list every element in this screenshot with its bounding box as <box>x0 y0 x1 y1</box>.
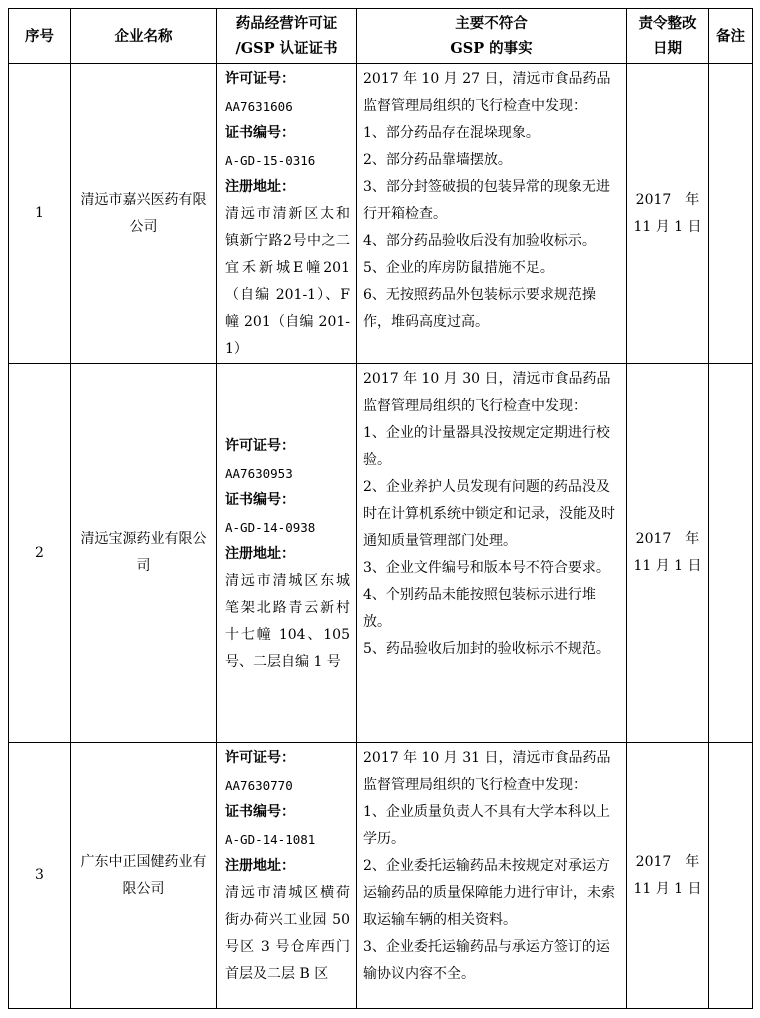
address-label: 注册地址： <box>225 545 295 562</box>
header-no: 序号 <box>9 9 71 64</box>
facts-intro: 2017 年 10 月 27 日，清远市食品药品监督管理局组织的飞行检查中发现： <box>363 71 611 114</box>
header-deadline-line2: 日期 <box>653 40 682 57</box>
remarks-cell <box>709 64 753 364</box>
row-number: 3 <box>9 743 71 1009</box>
facts-intro: 2017 年 10 月 30 日，清远市食品药品监督管理局组织的飞行检查中发现： <box>363 371 611 414</box>
table-row <box>9 364 753 743</box>
company-name: 清远市嘉兴医药有限公司 <box>71 64 217 364</box>
deadline-cell <box>627 364 709 743</box>
facts-intro: 2017 年 10 月 31 日，清远市食品药品监督管理局组织的飞行检查中发现： <box>363 750 611 793</box>
header-company: 企业名称 <box>71 9 217 64</box>
license-no-label: 许可证号： <box>225 750 295 766</box>
address-value: 清远市清城区东城笔架北路青云新村十七幢 104、105 号、二层自编 1 号 <box>225 572 350 670</box>
license-cell <box>217 64 357 364</box>
fact-item: 1、企业质量负责人不具有大学本科以上学历。 <box>363 804 610 847</box>
license-no-value: AA7630770 <box>225 778 293 793</box>
table-row <box>9 64 753 364</box>
address-value: 清远市清新区太和镇新宁路2号中之二宜禾新城E幢201（自编 201-1）、F 幢 201（自编 201-1） <box>225 206 350 357</box>
facts-cell <box>357 64 627 364</box>
deadline-day: 11 月 1 日 <box>633 558 702 574</box>
company-name: 清远宝源药业有限公司 <box>71 364 217 743</box>
row-number: 2 <box>9 364 71 743</box>
header-license-line1: 药品经营许可证 <box>235 15 338 32</box>
license-no-value: AA7631606 <box>225 99 293 114</box>
fact-item: 1、部分药品存在混垛现象。 <box>363 125 540 141</box>
header-facts-line1: 主要不符合 <box>455 15 528 32</box>
address-label: 注册地址： <box>225 179 295 195</box>
fact-item: 3、企业文件编号和版本号不符合要求。 <box>363 560 610 576</box>
deadline-year: 2017 年 <box>635 853 700 870</box>
table-row <box>9 743 753 1009</box>
header-deadline <box>627 9 709 64</box>
header-remarks: 备注 <box>709 9 753 64</box>
cert-no-label: 证书编号： <box>225 125 295 141</box>
header-license <box>217 9 357 64</box>
header-license-line2: /GSP 认证证书 <box>235 40 338 57</box>
remarks-cell <box>709 743 753 1009</box>
license-cell <box>217 743 357 1009</box>
header-facts <box>357 9 627 64</box>
facts-cell <box>357 364 627 743</box>
header-row <box>9 9 753 64</box>
cert-no-value: A-GD-14-1081 <box>225 832 316 847</box>
cert-no-label: 证书编号： <box>225 804 295 820</box>
fact-item: 2、企业委托运输药品未按规定对承运方运输药品的质量保障能力进行审计，未索取运输车辆的相关资料。 <box>363 858 615 928</box>
cert-no-value: A-GD-14-0938 <box>225 519 316 535</box>
deadline-year: 2017 年 <box>635 531 700 547</box>
fact-item: 1、企业的计量器具没按规定定期进行校验。 <box>363 425 610 468</box>
license-no-value: AA7630953 <box>225 465 293 481</box>
deadline-day: 11 月 1 日 <box>633 880 702 897</box>
cert-no-label: 证书编号： <box>225 491 295 508</box>
license-no-label: 许可证号： <box>225 71 295 87</box>
fact-item: 5、企业的库房防鼠措施不足。 <box>363 260 554 276</box>
cert-no-value: A-GD-15-0316 <box>225 153 316 168</box>
row-number: 1 <box>9 64 71 364</box>
fact-item: 2、部分药品靠墙摆放。 <box>363 152 512 168</box>
fact-item: 3、部分封签破损的包装异常的现象无进行开箱检查。 <box>363 179 610 222</box>
deadline-year: 2017 年 <box>635 191 700 208</box>
gsp-violations-table <box>8 8 753 1009</box>
header-facts-line2: GSP 的事实 <box>450 40 533 57</box>
deadline-cell <box>627 64 709 364</box>
company-name: 广东中正国健药业有限公司 <box>71 743 217 1009</box>
remarks-cell <box>709 364 753 743</box>
deadline-cell <box>627 743 709 1009</box>
address-value: 清远市清城区横荷街办荷兴工业园 50 号区 3 号仓库西门首层及二层 B 区 <box>225 885 350 982</box>
license-cell <box>217 364 357 743</box>
license-no-label: 许可证号： <box>225 437 295 454</box>
header-deadline-line1: 责令整改 <box>638 15 697 32</box>
address-label: 注册地址： <box>225 858 295 874</box>
fact-item: 3、企业委托运输药品与承运方签订的运输协议内容不全。 <box>363 939 610 982</box>
fact-item: 4、部分药品验收后没有加验收标示。 <box>363 233 596 249</box>
facts-cell <box>357 743 627 1009</box>
fact-item: 4、个别药品未能按照包装标示进行堆放。 <box>363 587 596 630</box>
fact-item: 6、无按照药品外包装标示要求规范操作，堆码高度过高。 <box>363 287 596 330</box>
deadline-day: 11 月 1 日 <box>633 218 702 235</box>
fact-item: 2、企业养护人员发现有问题的药品没及时在计算机系统中锁定和记录，没能及时通知质量管理部门处理。 <box>363 479 615 549</box>
fact-item: 5、药品验收后加封的验收标示不规范。 <box>363 641 610 657</box>
